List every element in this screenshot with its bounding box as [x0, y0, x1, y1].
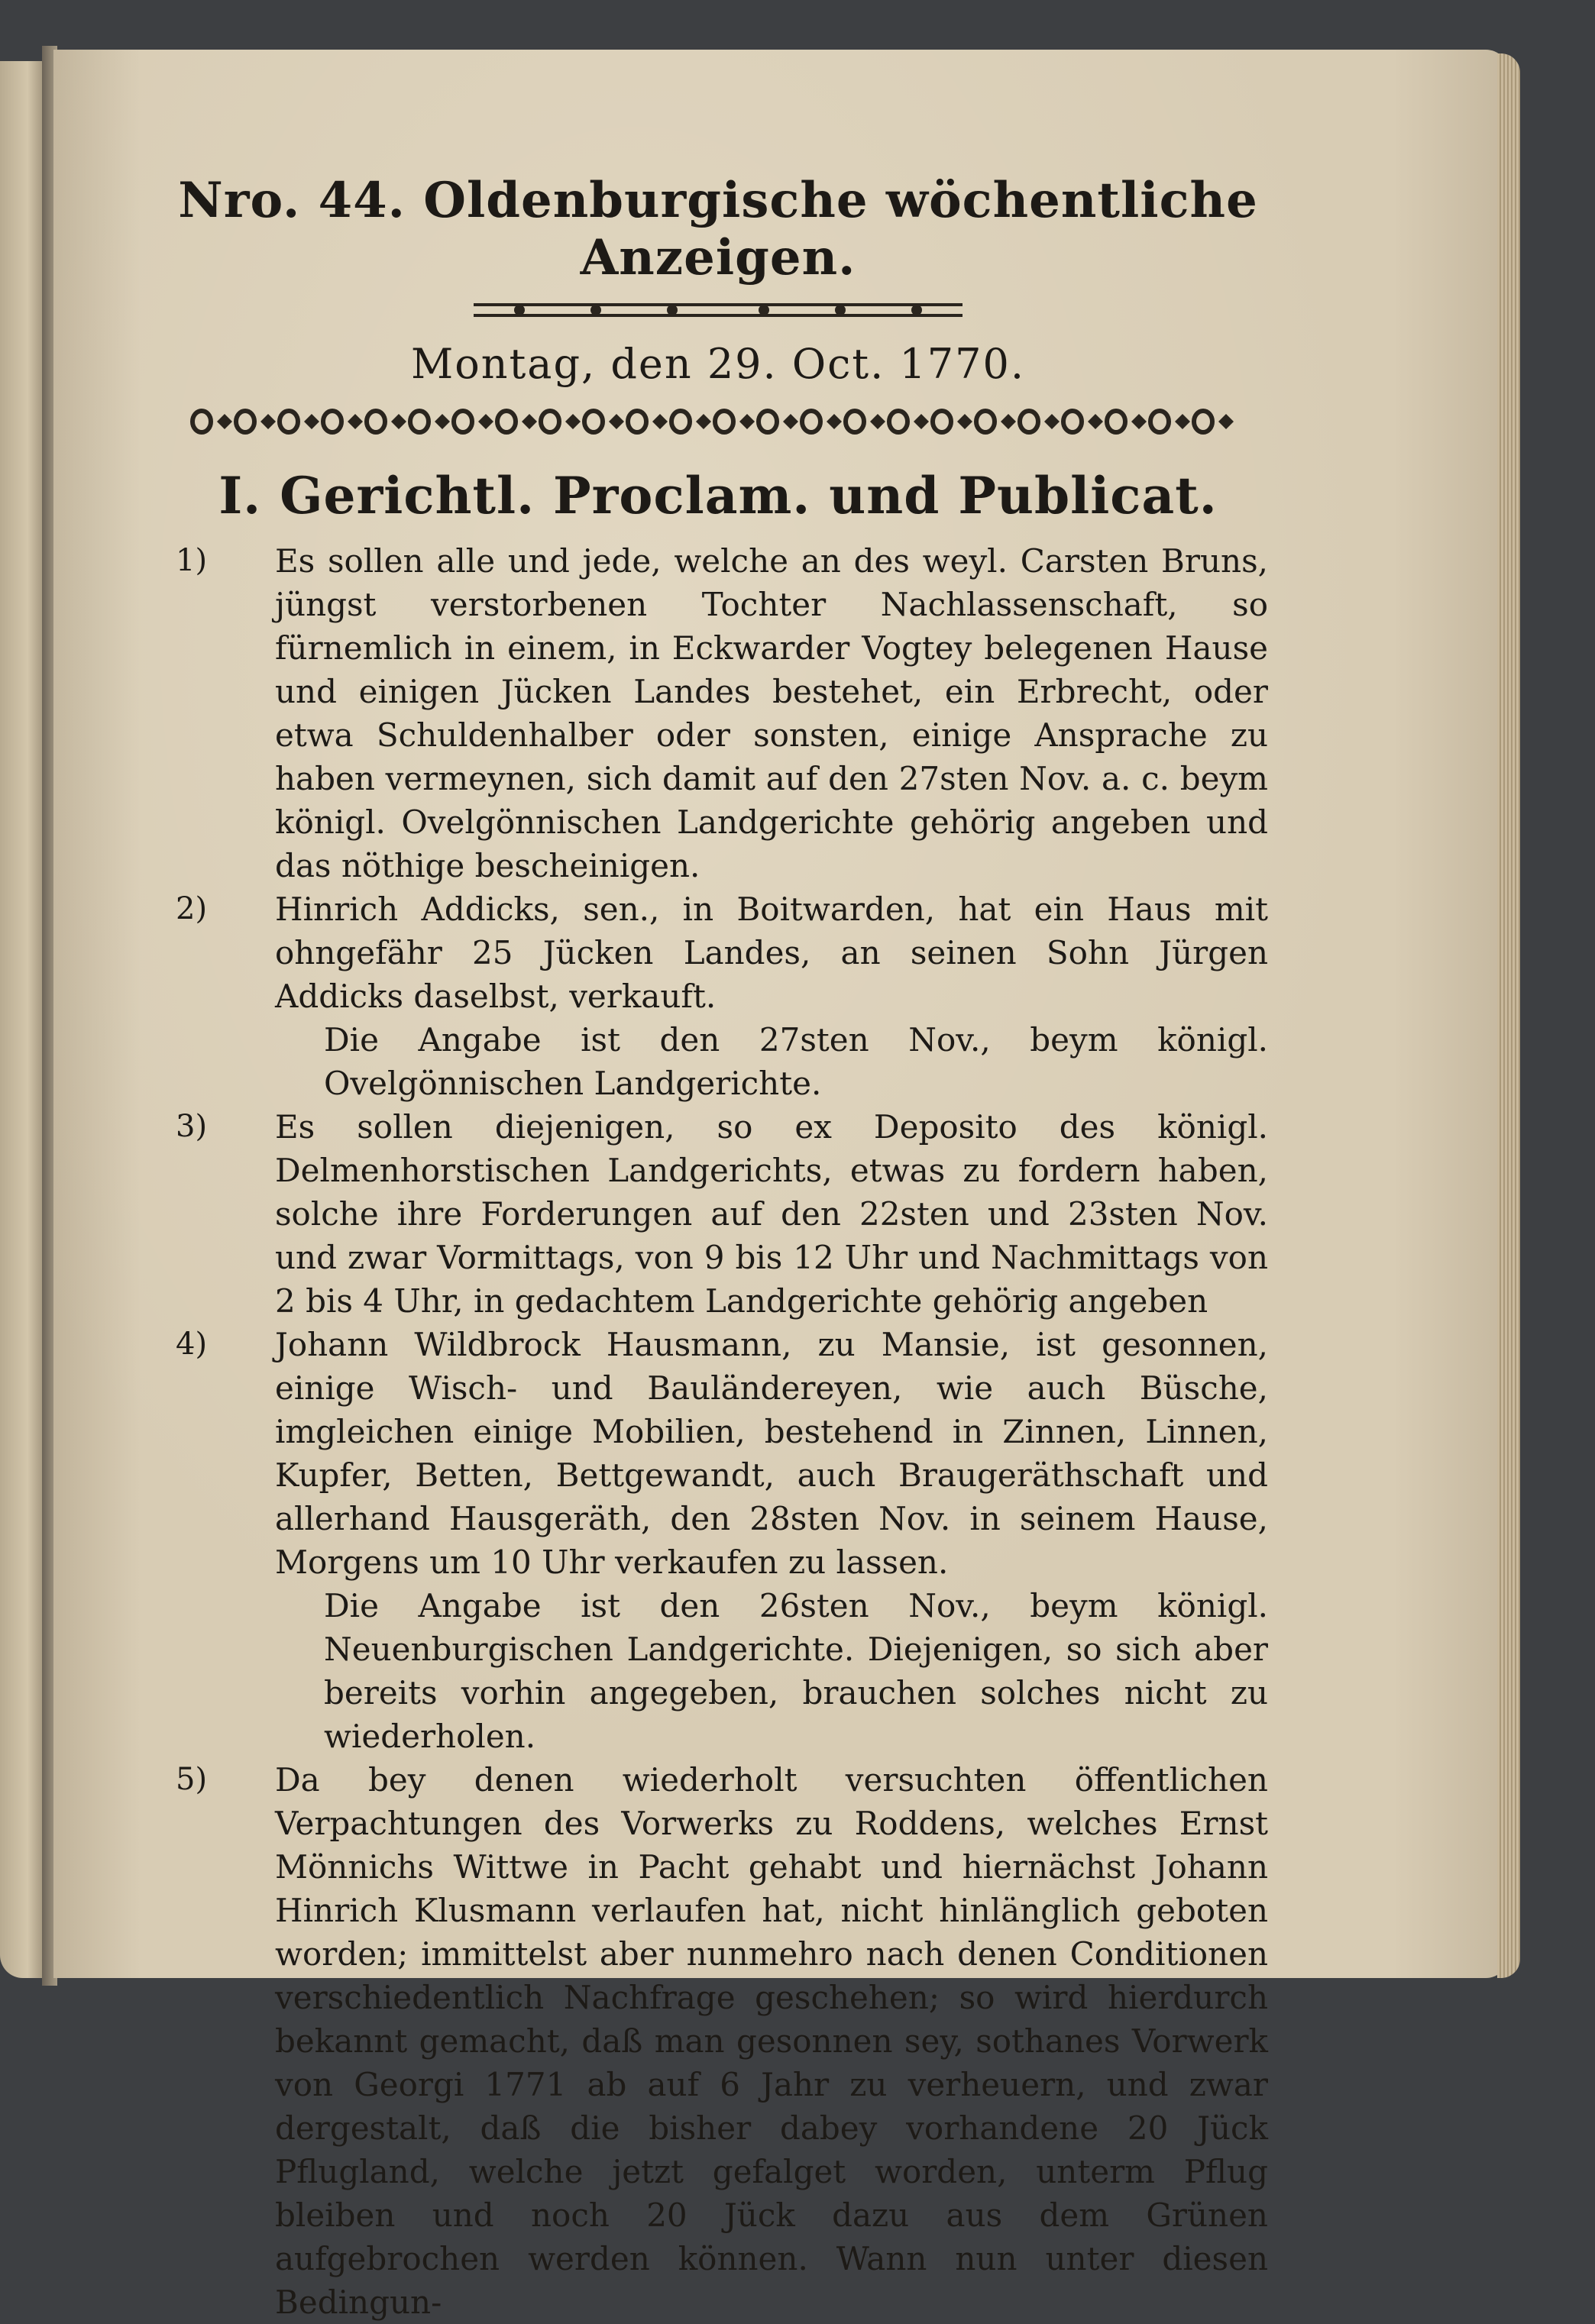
ornament-diamond: [870, 414, 885, 429]
ornament-diamond: [609, 414, 624, 429]
ornament-ring: [280, 411, 298, 432]
list-item: [168, 1758, 1268, 2324]
ornament-diamond: [1044, 414, 1060, 429]
ornament-diamond: [696, 414, 711, 429]
ornament-ring: [715, 411, 733, 432]
ornament-ring: [1020, 411, 1038, 432]
masthead-title: Nro. 44. Oldenburgische wöchentliche Anzeigen.: [178, 172, 1258, 286]
ornament-diamond: [827, 414, 842, 429]
ornament-ring: [454, 411, 472, 432]
ornament-ring: [192, 411, 211, 432]
ornament-diamond: [1175, 414, 1190, 429]
left-page-edge: [0, 61, 46, 1978]
section-title: I. Gerichtl. Proclam. und Publicat.: [218, 466, 1218, 525]
ornament-ring: [628, 411, 646, 432]
entry-text: Hinrich Addicks, sen., in Boitwarden, hat ein Haus mit ohngefähr 25 Jücken Landes, an seinen Sohn Jürgen Addicks daselbst, verkauft.: [275, 890, 1268, 1015]
entry-number: 3): [176, 1109, 208, 1144]
list-item: [168, 1105, 1268, 1323]
ornament-ring: [541, 411, 559, 432]
ornament-diamond: [914, 414, 929, 429]
ornament-diamond: [304, 414, 319, 429]
ornament-diamond: [739, 414, 755, 429]
ornament-diamond: [522, 414, 537, 429]
ornament-ring: [1063, 411, 1082, 432]
ornament-ring: [236, 411, 254, 432]
ornament-diamond: [957, 414, 972, 429]
ornament-ring: [671, 411, 690, 432]
decorative-rule: [474, 302, 962, 318]
ornament-border: [168, 405, 1268, 443]
issue-date: Montag, den 29. Oct. 1770.: [410, 340, 1026, 388]
ornament-diamond: [1001, 414, 1016, 429]
ornament-ring: [584, 411, 603, 432]
list-item: [168, 539, 1268, 887]
ornament-diamond: [435, 414, 450, 429]
ornament-ring: [933, 411, 951, 432]
list-item: [168, 887, 1268, 1105]
ornament-ring: [1107, 411, 1125, 432]
entry-number: 5): [176, 1762, 208, 1797]
ornament-diamond: [260, 414, 276, 429]
ornament-diamond: [391, 414, 406, 429]
ornament-ring: [410, 411, 429, 432]
ornament-ring: [367, 411, 385, 432]
entry-note: Die Angabe ist den 26sten Nov., beym königl. Neuenburgischen Landgerichte. Diejenigen, so sich aber bereits vorhin angegeben, brauchen solches nicht zu wiederholen.: [324, 1587, 1268, 1755]
ornament-ring: [889, 411, 907, 432]
ornament-diamond: [1131, 414, 1147, 429]
ornament-ring: [802, 411, 820, 432]
ornament-ring: [1150, 411, 1169, 432]
ornament-diamond: [348, 414, 363, 429]
page-content: [168, 160, 1268, 2324]
entries-list: [168, 539, 1268, 2324]
ornament-diamond: [478, 414, 493, 429]
ornament-diamond: [565, 414, 581, 429]
page-stack-edges: [1497, 53, 1520, 1978]
entry-number: 1): [176, 543, 208, 578]
list-item: [168, 1323, 1268, 1758]
ornament-ring: [1194, 411, 1212, 432]
entry-number: 4): [176, 1327, 208, 1362]
ornament-ring: [497, 411, 516, 432]
entry-text: Johann Wildbrock Hausmann, zu Mansie, ist gesonnen, einige Wisch- und Bauländereyen, wie auch Büsche, imgleichen einige Mobilien, bestehend in Zinnen, Linnen, Kupfer, Betten, Bettgewandt, auch Braugeräthschaft und allerhand Hausgeräth, den 28sten Nov. in seinem Hause, Morgens um 10 Uhr verkaufen zu lassen.: [275, 1326, 1268, 1581]
ornament-ring: [846, 411, 864, 432]
ornament-ring: [976, 411, 995, 432]
ornament-ring: [323, 411, 341, 432]
ornament-diamond: [217, 414, 232, 429]
entry-number: 2): [176, 891, 208, 926]
entry-text: Es sollen alle und jede, welche an des weyl. Carsten Bruns, jüngst verstorbenen Tochter Nachlassenschaft, so fürnemlich in einem, in Eckwarder Vogtey belegenen Hause und einigen Jücken Landes bestehet, ein Erbrecht, oder etwa Schuldenhalber oder sonsten, einige Ansprache zu haben vermeynen, sich damit auf den 27sten Nov. a. c. beym königl. Ovelgönnischen Landgerichte gehörig angeben und das nöthige bescheinigen.: [275, 542, 1268, 884]
ornament-diamond: [652, 414, 668, 429]
ornament-diamond: [783, 414, 798, 429]
ornament-diamond: [1088, 414, 1103, 429]
ornament-ring: [759, 411, 777, 432]
entry-note: Die Angabe ist den 27sten Nov., beym königl. Ovelgönnischen Landgerichte.: [324, 1021, 1268, 1102]
entry-text: Es sollen diejenigen, so ex Deposito des königl. Delmenhorstischen Landgerichts, etwas zu fordern haben, solche ihre Forderungen auf den 22sten und 23sten Nov. und zwar Vormittags, von 9 bis 12 Uhr und Nachmittags von 2 bis 4 Uhr, in gedachtem Landgerichte gehörig angeben: [275, 1108, 1268, 1320]
entry-text: Da bey denen wiederholt versuchten öffentlichen Verpachtungen des Vorwerks zu Roddens, welches Ernst Mönnichs Wittwe in Pacht gehabt und hiernächst Johann Hinrich Klusmann verlaufen hat, nicht hinlänglich geboten worden; immittelst aber nunmehro nach denen Conditionen verschiedentlich Nachfrage geschehen; so wird hierdurch bekannt gemacht, daß man gesonnen sey, sothanes Vorwerk von Georgi 1771 ab auf 6 Jahr zu verheuern, und zwar dergestalt, daß die bisher dabey vorhandene 20 Jück Pflugland, welche jetzt gefalget worden, unterm Pflug bleiben und noch 20 Jück dazu aus dem Grünen aufgebrochen werden können. Wann nun unter diesen Bedingun-: [275, 1761, 1268, 2321]
ornament-diamond: [1218, 414, 1234, 429]
